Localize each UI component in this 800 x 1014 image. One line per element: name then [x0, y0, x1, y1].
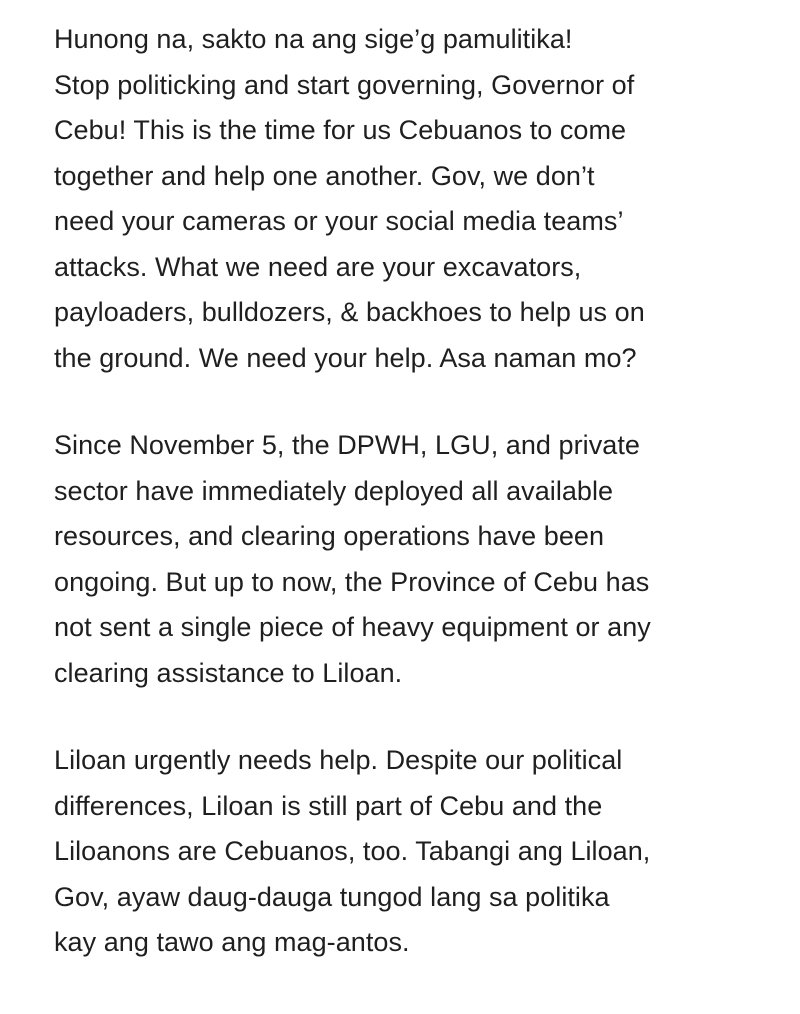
text-line: Since November 5, the DPWH, LGU, and private	[54, 430, 640, 460]
paragraph-appeal	[54, 17, 774, 381]
text-line: Liloan urgently needs help. Despite our political	[54, 745, 623, 775]
text-line: Liloanons are Cebuanos, too. Tabangi ang Liloan,	[54, 836, 651, 866]
text-line: clearing assistance to Liloan.	[54, 657, 403, 688]
text-line: kay ang tawo ang mag-antos.	[54, 927, 410, 957]
text-line: attacks. What we need are your excavators,	[54, 251, 582, 282]
text-line: sector have immediately deployed all available	[54, 475, 614, 506]
statement-document	[54, 17, 774, 966]
text-line: not sent a single piece of heavy equipment or any	[54, 612, 651, 642]
text-line: Hunong na, sakto na ang sige’g pamulitika!	[54, 24, 573, 54]
paragraph-request	[54, 738, 774, 966]
text-line: differences, Liloan is still part of Cebu and the	[54, 790, 603, 821]
text-line: Cebu! This is the time for us Cebuanos to come	[54, 115, 627, 145]
text-line: resources, and clearing operations have been	[54, 521, 605, 551]
text-line: need your cameras or your social media teams’	[54, 206, 624, 236]
text-line: together and help one another. Gov, we don’t	[54, 160, 595, 191]
text-line: Gov, ayaw daug-dauga tungod lang sa politika	[54, 881, 610, 912]
paragraph-operations	[54, 423, 774, 696]
text-line: Stop politicking and start governing, Governor of	[54, 69, 635, 100]
text-line: payloaders, bulldozers, & backhoes to help us on	[54, 297, 645, 327]
text-line: ongoing. But up to now, the Province of Cebu has	[54, 566, 650, 597]
text-line: the ground. We need your help. Asa naman mo?	[54, 342, 637, 373]
